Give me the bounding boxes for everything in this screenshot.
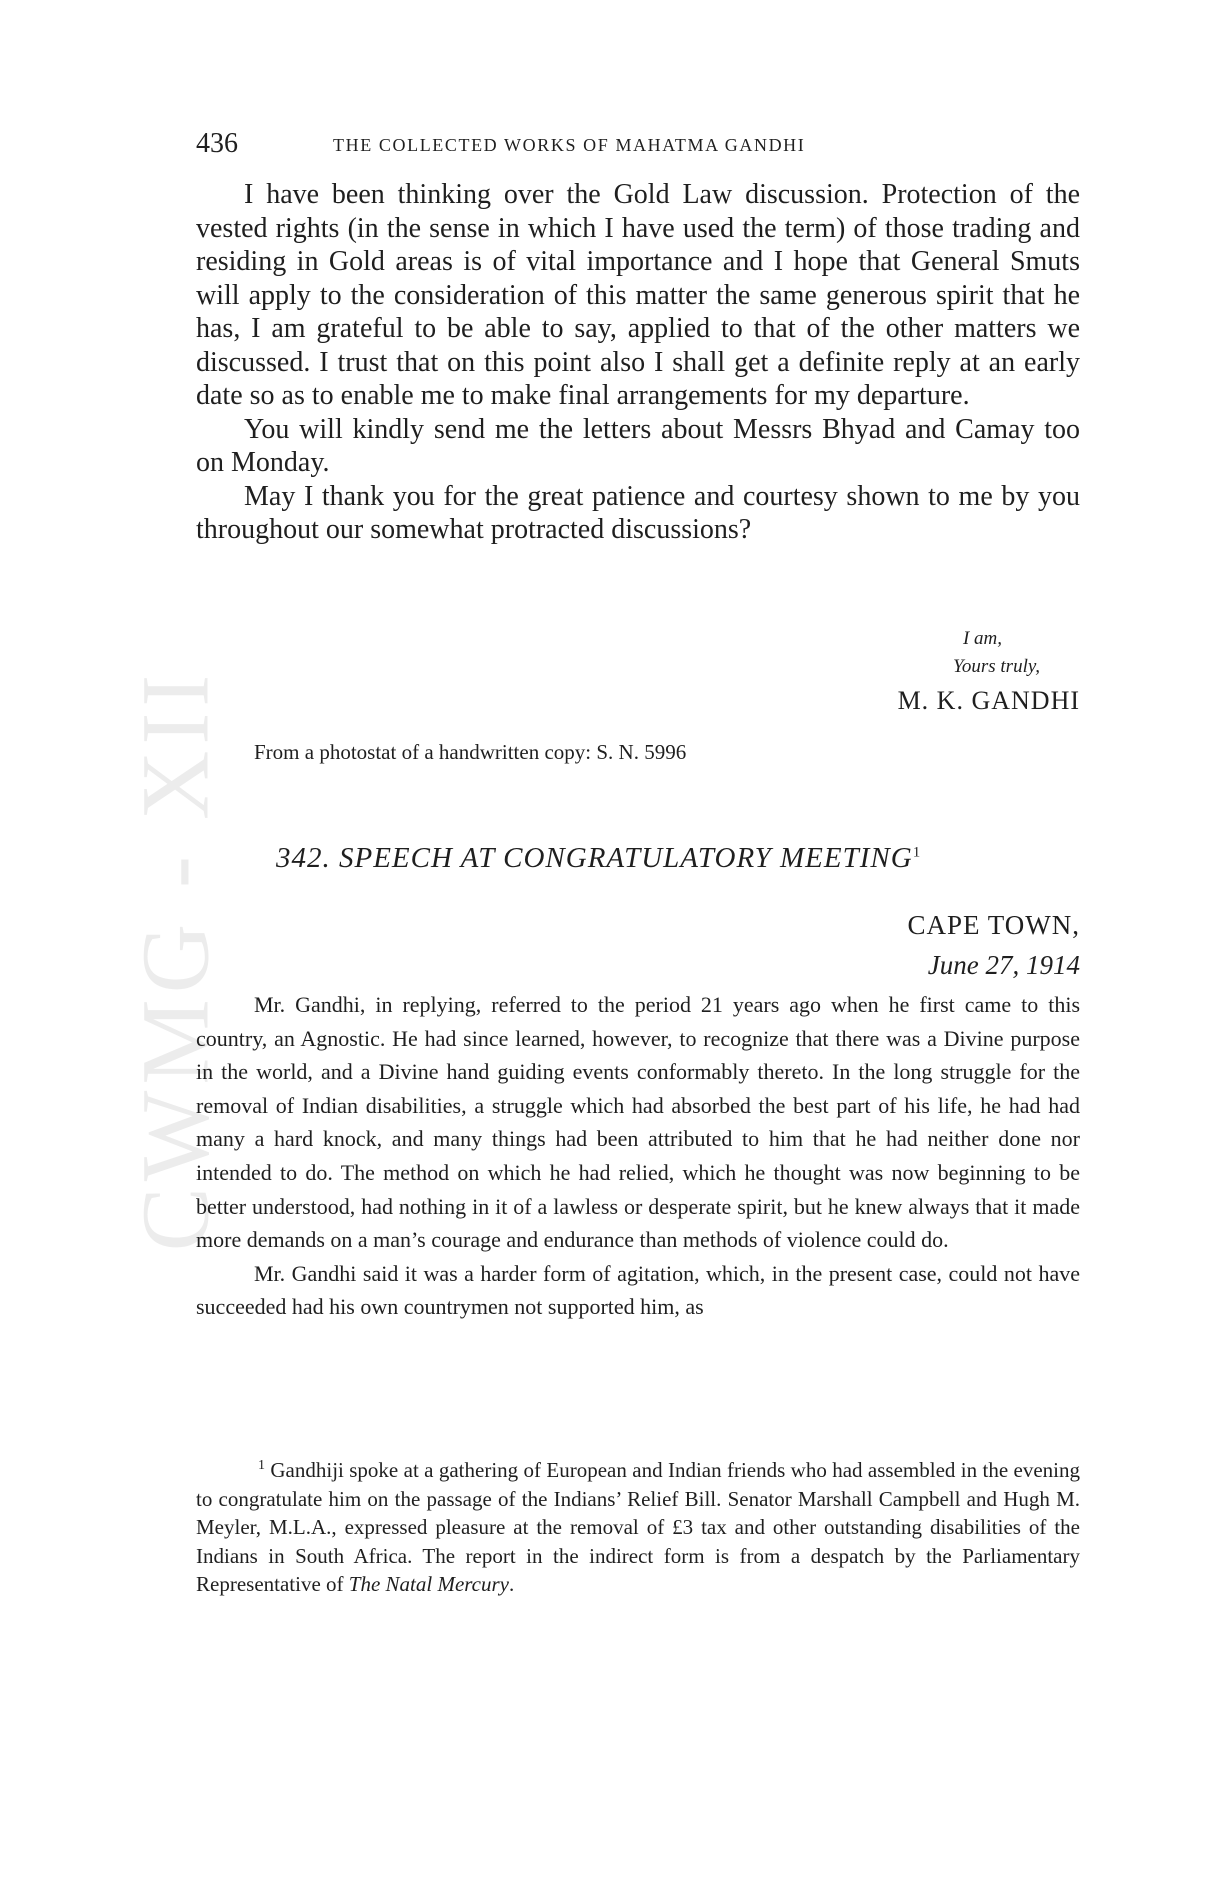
letter-paragraph: You will kindly send me the letters about Messrs Bhyad and Camay too on Monday. bbox=[196, 413, 1080, 478]
running-head bbox=[196, 128, 1080, 168]
salutation-line: Yours truly, bbox=[953, 656, 1040, 677]
footnote bbox=[196, 1452, 1080, 1599]
source-note: From a photostat of a handwritten copy: S. N. 5996 bbox=[254, 740, 687, 764]
footnote-text: Gandhiji spoke at a gathering of European and Indian friends who had assembled in the evening to congratulate him on the passage of the Indians’ Relief Bill. Senator Marshall Campbell and Hugh M. Meyler, M.L.A., expressed pleasure at the removal of £3 tax and other outstanding disabilities of the Indians in South Africa. The report in the indirect form is from a despatch by the Parliamentary Representative of bbox=[196, 1458, 1081, 1597]
section-heading-text: 342. SPEECH AT CONGRATULATORY MEETING bbox=[276, 842, 913, 874]
footnote-reference: 1 bbox=[912, 844, 922, 861]
signature: M. K. GANDHI bbox=[897, 686, 1080, 715]
letter-body bbox=[196, 178, 1080, 547]
dateline-place: CAPE TOWN, bbox=[907, 910, 1080, 940]
running-title: THE COLLECTED WORKS OF MAHATMA GANDHI bbox=[333, 135, 806, 155]
section-heading bbox=[276, 842, 921, 875]
salutation-line: I am, bbox=[962, 628, 1002, 649]
page-number: 436 bbox=[196, 128, 238, 159]
speech-body bbox=[196, 988, 1080, 1324]
dateline bbox=[780, 905, 1080, 985]
footnote-end: . bbox=[508, 1572, 515, 1597]
dateline-date: June 27, 1914 bbox=[927, 950, 1080, 980]
letter-paragraph: May I thank you for the great patience and courtesy shown to me by you throughout our somewhat protracted discussions? bbox=[196, 480, 1080, 545]
speech-paragraph: Mr. Gandhi said it was a harder form of agitation, which, in the present case, could not have succeeded had his own countrymen not supported him, as bbox=[196, 1260, 1080, 1320]
letter-paragraph: I have been thinking over the Gold Law discussion. Protection of the vested rights (in the sense in which I have used the term) of those trading and residing in Gold areas is of vital importance and I hope that General Smuts will apply to the consideration of this matter the same generous spirit that he has, I am grateful to be able to say, applied to that of the other matters we discussed. I trust that on this point also I shall get a definite reply at an early date so as to enable me to make final arrangements for my departure. bbox=[196, 179, 1080, 411]
watermark-text: CWMG - XII bbox=[121, 668, 229, 1252]
speech-paragraph: Mr. Gandhi, in replying, referred to the period 21 years ago when he first came to this country, an Agnostic. He had since learned, however, to recognize that there was a Divine purpose in the world, and a Divine hand guiding events conformably thereto. In the long struggle for the removal of Indian disabilities, a struggle which had absorbed the best part of his life, he had had many a hard knock, and many things had been attributed to him that he had neither done nor intended to do. The method on which he had relied, which he thought was now beginning to be better understood, had nothing in it of a lawless or desperate spirit, but he knew always that it made more demands on a man’s courage and endurance than methods of violence could do. bbox=[196, 992, 1080, 1253]
footnote-marker: 1 bbox=[258, 1458, 265, 1473]
footnote-publication: The Natal Mercury bbox=[348, 1572, 509, 1597]
letter-closing bbox=[820, 625, 1080, 721]
